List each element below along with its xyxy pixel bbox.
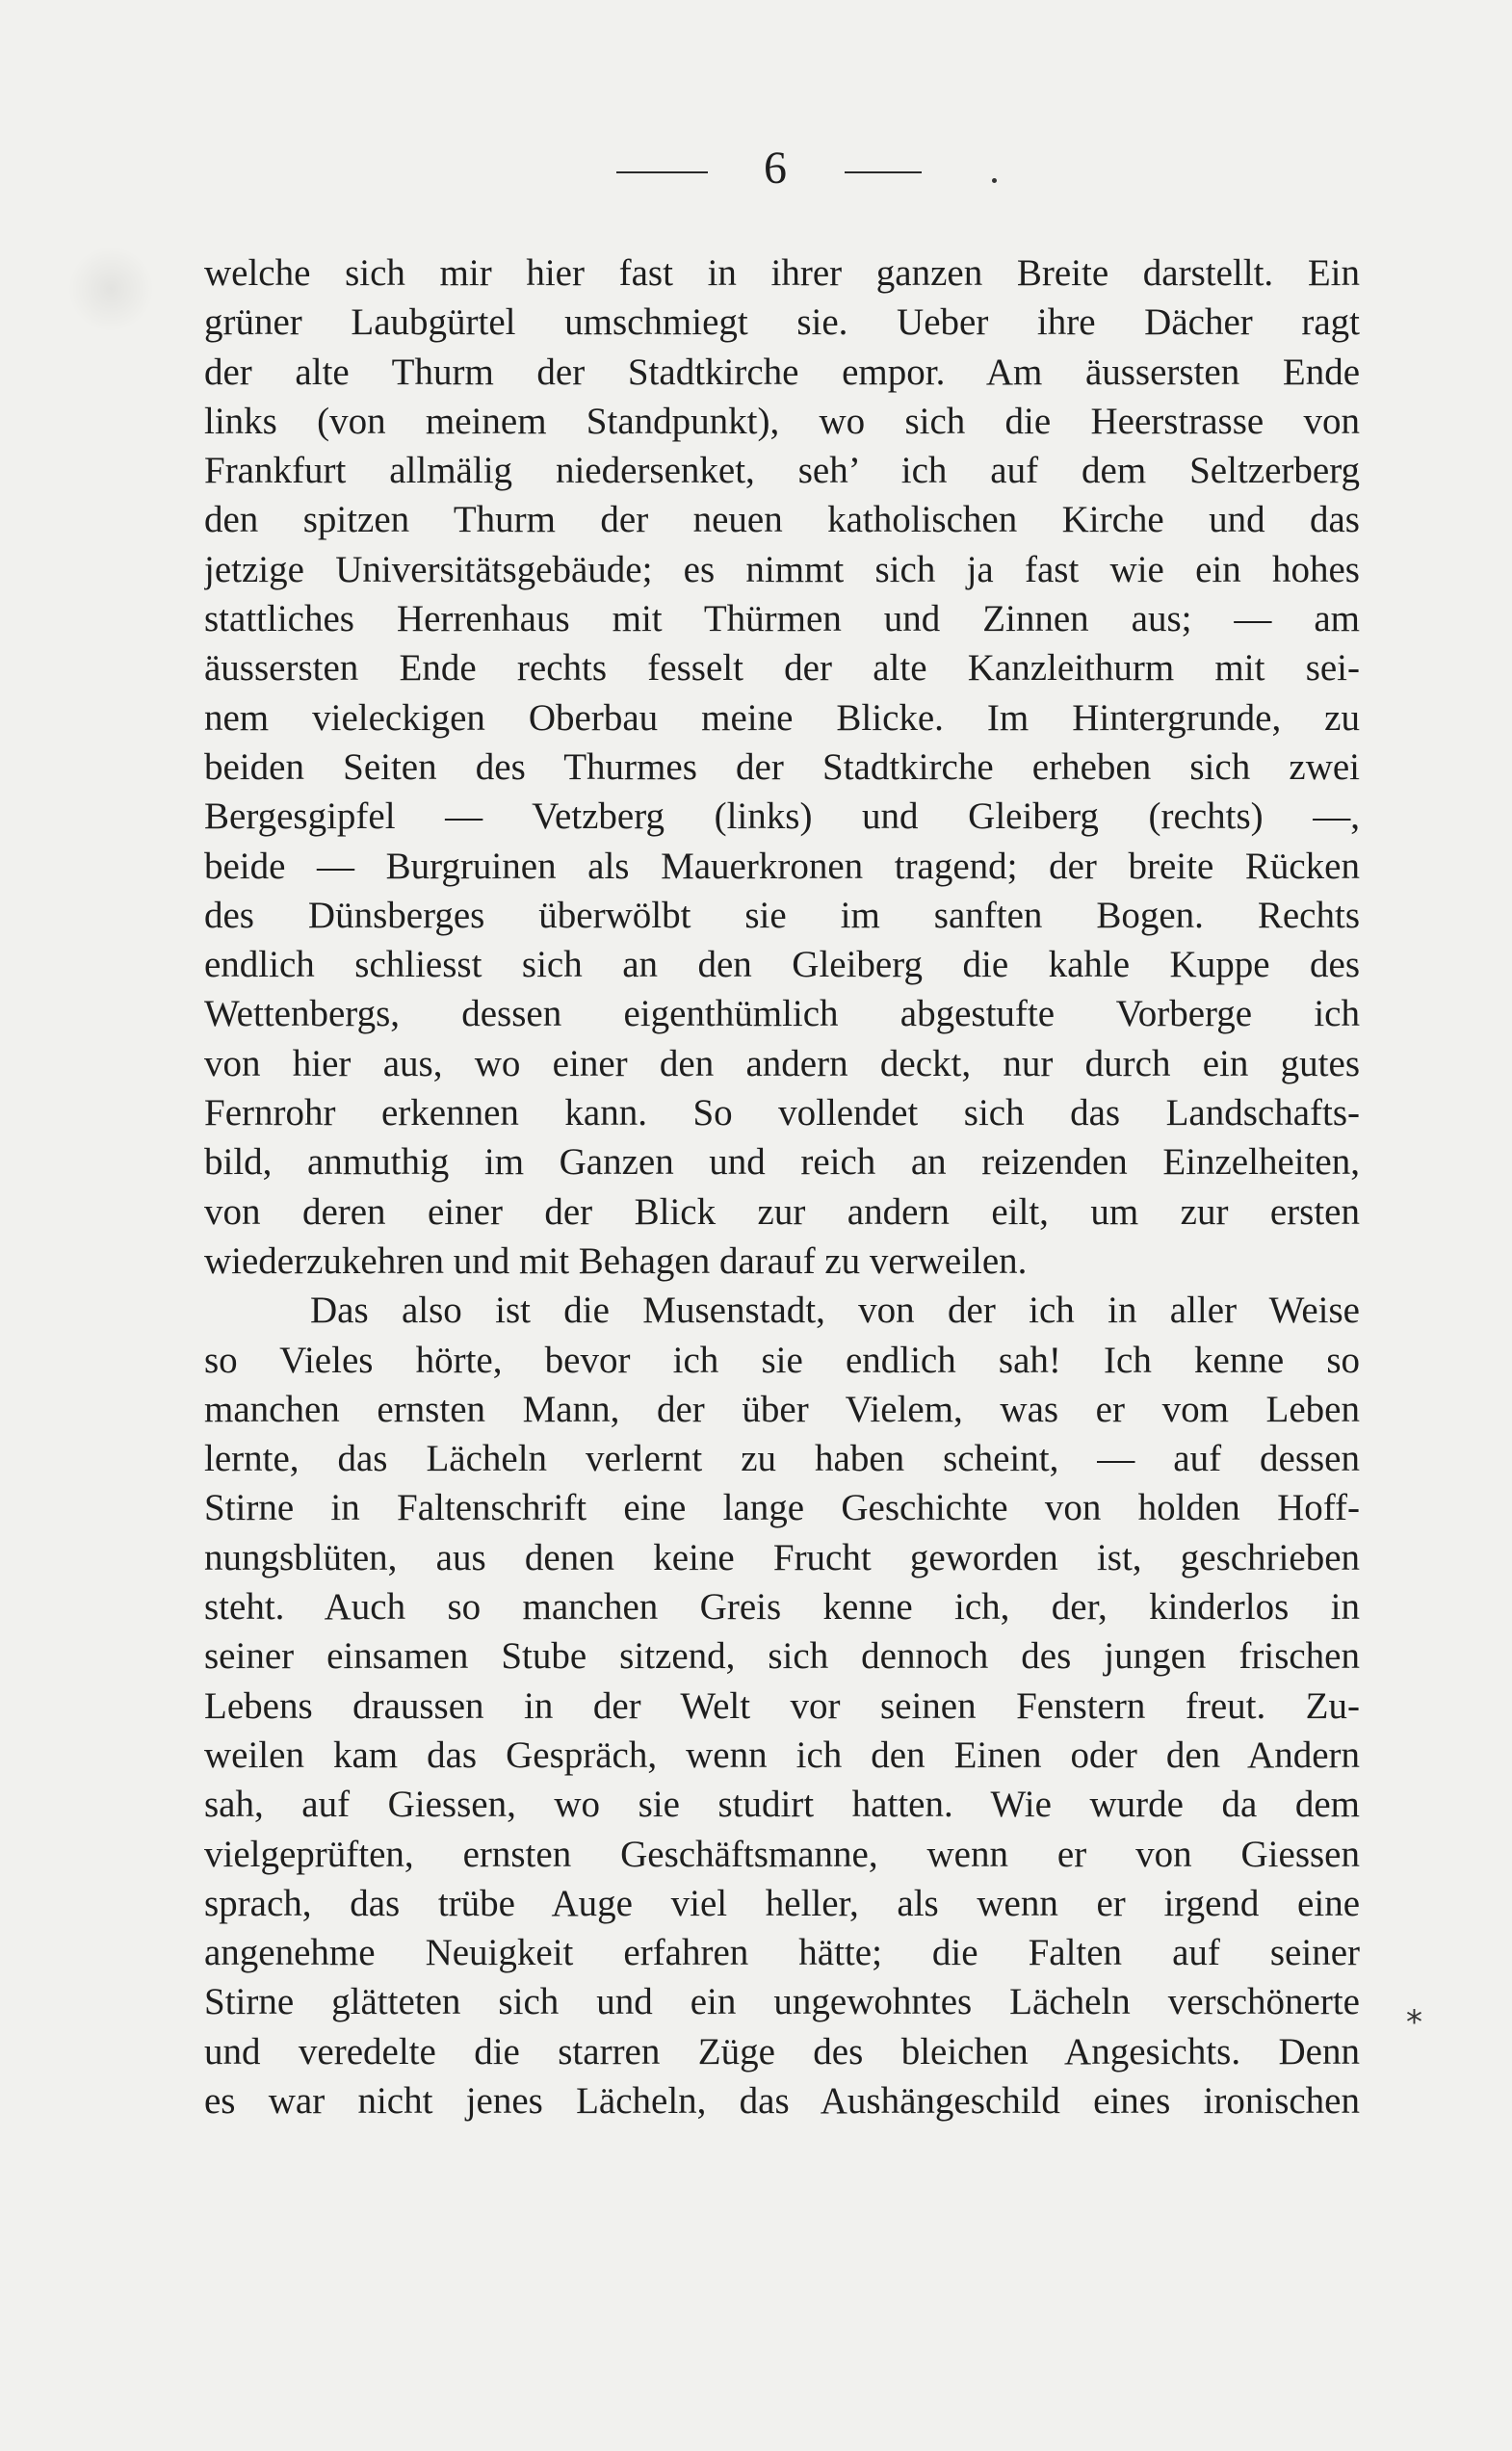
margin-asterisk-icon: *: [1406, 2003, 1422, 2042]
text-line: so Vieles hörte, bevor ich sie endlich sah! Ich kenne so: [204, 1339, 1360, 1381]
text-line: angenehme Neuigkeit erfahren hätte; die Falten auf seiner: [204, 1932, 1360, 1974]
text-line: Wettenbergs, dessen eigenthümlich abgestufte Vorberge ich: [204, 993, 1360, 1035]
text-line: Stirne in Faltenschrift eine lange Geschichte von holden Hoff-: [204, 1487, 1360, 1529]
text-line: nungsblüten, aus denen keine Frucht geworden ist, geschrieben: [204, 1536, 1360, 1578]
text-line: es war nicht jenes Lächeln, das Aushängeschild eines ironischen: [204, 2079, 1360, 2122]
header-rule-left: [616, 171, 708, 173]
text-line: stattliches Herrenhaus mit Thürmen und Zinnen aus; — am: [204, 598, 1360, 640]
text-line: nem vieleckigen Oberbau meine Blicke. Im Hintergrunde, zu: [204, 696, 1360, 739]
text-line: von deren einer der Blick zur andern eilt, um zur ersten: [204, 1190, 1360, 1233]
text-line: beiden Seiten des Thurmes der Stadtkirche erheben sich zwei: [204, 745, 1360, 788]
header-dot: [992, 178, 997, 183]
text-line: weilen kam das Gespräch, wenn ich den Einen oder den Andern: [204, 1734, 1360, 1776]
text-line: der alte Thurm der Stadtkirche empor. Am äussersten Ende: [204, 351, 1360, 393]
text-line: Das also ist die Musenstadt, von der ich in aller Weise: [310, 1290, 1360, 1332]
text-line: Bergesgipfel — Vetzberg (links) und Gleiberg (rechts) —,: [204, 795, 1360, 838]
text-line: Frankfurt allmälig niedersenket, seh’ ich auf dem Seltzerberg: [204, 450, 1360, 492]
text-line: steht. Auch so manchen Greis kenne ich, der, kinderlos in: [204, 1586, 1360, 1629]
text-line: Stirne glätteten sich und ein ungewohntes Lächeln verschönerte: [204, 1981, 1360, 2023]
text-line: manchen ernsten Mann, der über Vielem, was er vom Leben: [204, 1388, 1360, 1430]
text-line: seiner einsamen Stube sitzend, sich dennoch des jungen frischen: [204, 1635, 1360, 1678]
text-line: den spitzen Thurm der neuen katholischen Kirche und das: [204, 499, 1360, 541]
text-line: links (von meinem Standpunkt), wo sich die Heerstrasse von: [204, 400, 1360, 442]
text-line: vielgeprüften, ernsten Geschäftsmanne, wenn er von Giessen: [204, 1833, 1360, 1875]
text-line: und veredelte die starren Züge des bleichen Angesichts. Denn: [204, 2030, 1360, 2073]
text-line: sah, auf Giessen, wo sie studirt hatten. Wie wurde da dem: [204, 1784, 1360, 1826]
text-line: Lebens draussen in der Welt vor seinen Fenstern freut. Zu-: [204, 1684, 1360, 1727]
text-line: jetzige Universitätsgebäude; es nimmt sich ja fast wie ein hohes: [204, 548, 1360, 590]
text-line: Fernrohr erkennen kann. So vollendet sich das Landschafts-: [204, 1092, 1360, 1134]
text-line: bild, anmuthig im Ganzen und reich an reizenden Einzelheiten,: [204, 1141, 1360, 1184]
text-line: lernte, das Lächeln verlernt zu haben scheint, — auf dessen: [204, 1438, 1360, 1480]
paper-smudge: [67, 246, 154, 332]
text-line: endlich schliesst sich an den Gleiberg die kahle Kuppe des: [204, 944, 1360, 986]
text-line: sprach, das trübe Auge viel heller, als wenn er irgend eine: [204, 1882, 1360, 1924]
header-rule-right: [845, 171, 922, 173]
text-line: welche sich mir hier fast in ihrer ganzen Breite darstellt. Ein: [204, 252, 1360, 294]
page-number: 6: [764, 143, 787, 194]
text-line: wiederzukehren und mit Behagen darauf zu verweilen.: [204, 1239, 1028, 1282]
text-line: von hier aus, wo einer den andern deckt, nur durch ein gutes: [204, 1042, 1360, 1084]
text-line: beide — Burgruinen als Mauerkronen tragend; der breite Rücken: [204, 845, 1360, 887]
text-line: äussersten Ende rechts fesselt der alte Kanzleithurm mit sei-: [204, 647, 1360, 690]
text-line: des Dünsberges überwölbt sie im sanften Bogen. Rechts: [204, 894, 1360, 936]
text-line: grüner Laubgürtel umschmiegt sie. Ueber ihre Dächer ragt: [204, 301, 1360, 344]
body-text: [204, 248, 1360, 2125]
page-header: [0, 135, 1512, 202]
